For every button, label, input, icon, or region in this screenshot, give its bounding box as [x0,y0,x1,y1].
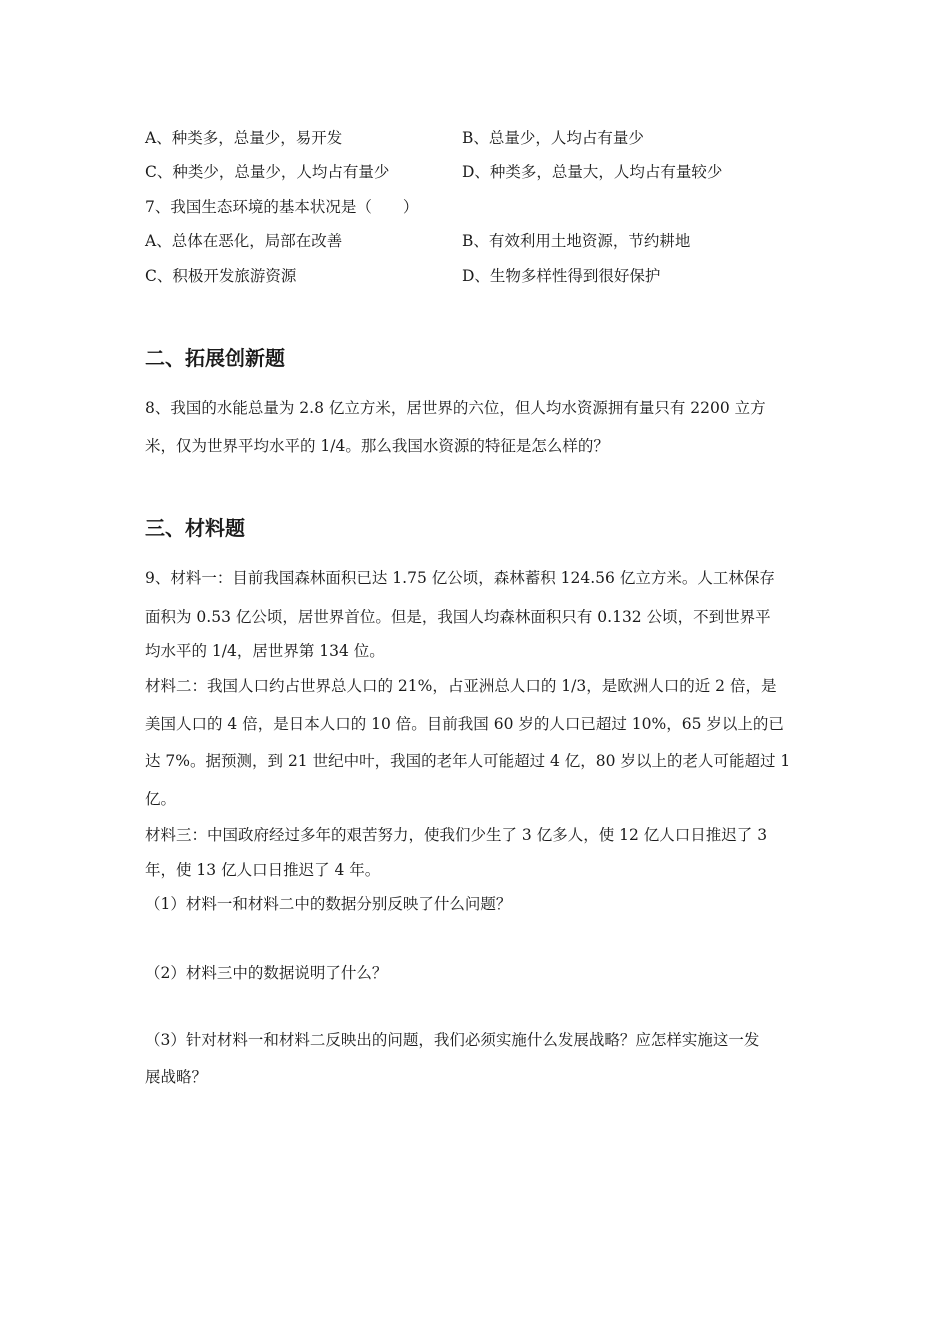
q8-line-2: 米，仅为世界平均水平的 1/4。那么我国水资源的特征是怎么样的？ [145,437,609,455]
material-2-line-2: 美国人口的 4 倍，是日本人口的 10 倍。目前我国 60 岁的人口已超过 10%，65 岁以上的已 [145,715,784,733]
section-heading-material: 三、材料题 [145,516,245,540]
material-3-line-2: 年，使 13 亿人口日推迟了 4 年。 [145,861,381,879]
q7-stem: 7、我国生态环境的基本状况是（ ） [145,198,419,216]
material-1-line-1: 9、材料一：目前我国森林面积已达 1.75 亿公顷，森林蓄积 124.56 亿立方米。人工林保存 [145,569,775,587]
q7-option-b: B、有效利用土地资源，节约耕地 [462,232,691,250]
q7-option-d: D、生物多样性得到很好保护 [462,267,661,285]
q6-option-d: D、种类多，总量大，人均占有量较少 [462,163,723,181]
sub-question-1: （1）材料一和材料二中的数据分别反映了什么问题？ [145,895,512,913]
section-heading-extension: 二、拓展创新题 [145,346,285,370]
q7-option-c: C、积极开发旅游资源 [145,267,297,285]
sub-question-3-line-2: 展战略？ [145,1068,208,1086]
material-1-line-3: 均水平的 1/4，居世界第 134 位。 [145,642,385,660]
q6-option-c: C、种类少，总量少，人均占有量少 [145,163,390,181]
sub-question-2: （2）材料三中的数据说明了什么？ [145,964,388,982]
q6-option-b: B、总量少，人均占有量少 [462,129,644,147]
material-1-line-2: 面积为 0.53 亿公顷，居世界首位。但是，我国人均森林面积只有 0.132 公顷，不到世界平 [145,608,771,626]
material-3-line-1: 材料三：中国政府经过多年的艰苦努力，使我们少生了 3 亿多人，使 12 亿人口日推迟了 3 [145,826,768,844]
material-2-line-4: 亿。 [145,790,177,808]
material-2-line-3: 达 7%。据预测，到 21 世纪中叶，我国的老年人可能超过 4 亿，80 岁以上的老人可能超过 1 [145,752,791,770]
q8-line-1: 8、我国的水能总量为 2.8 亿立方米，居世界的六位，但人均水资源拥有量只有 2200 立方 [145,399,766,417]
q6-option-a: A、种类多，总量少，易开发 [145,129,343,147]
material-2-line-1: 材料二：我国人口约占世界总人口的 21%，占亚洲总人口的 1/3，是欧洲人口的近 2 倍，是 [145,677,777,695]
sub-question-3-line-1: （3）针对材料一和材料二反映出的问题，我们必须实施什么发展战略？应怎样实施这一发 [145,1031,760,1049]
q7-option-a: A、总体在恶化，局部在改善 [145,232,343,250]
